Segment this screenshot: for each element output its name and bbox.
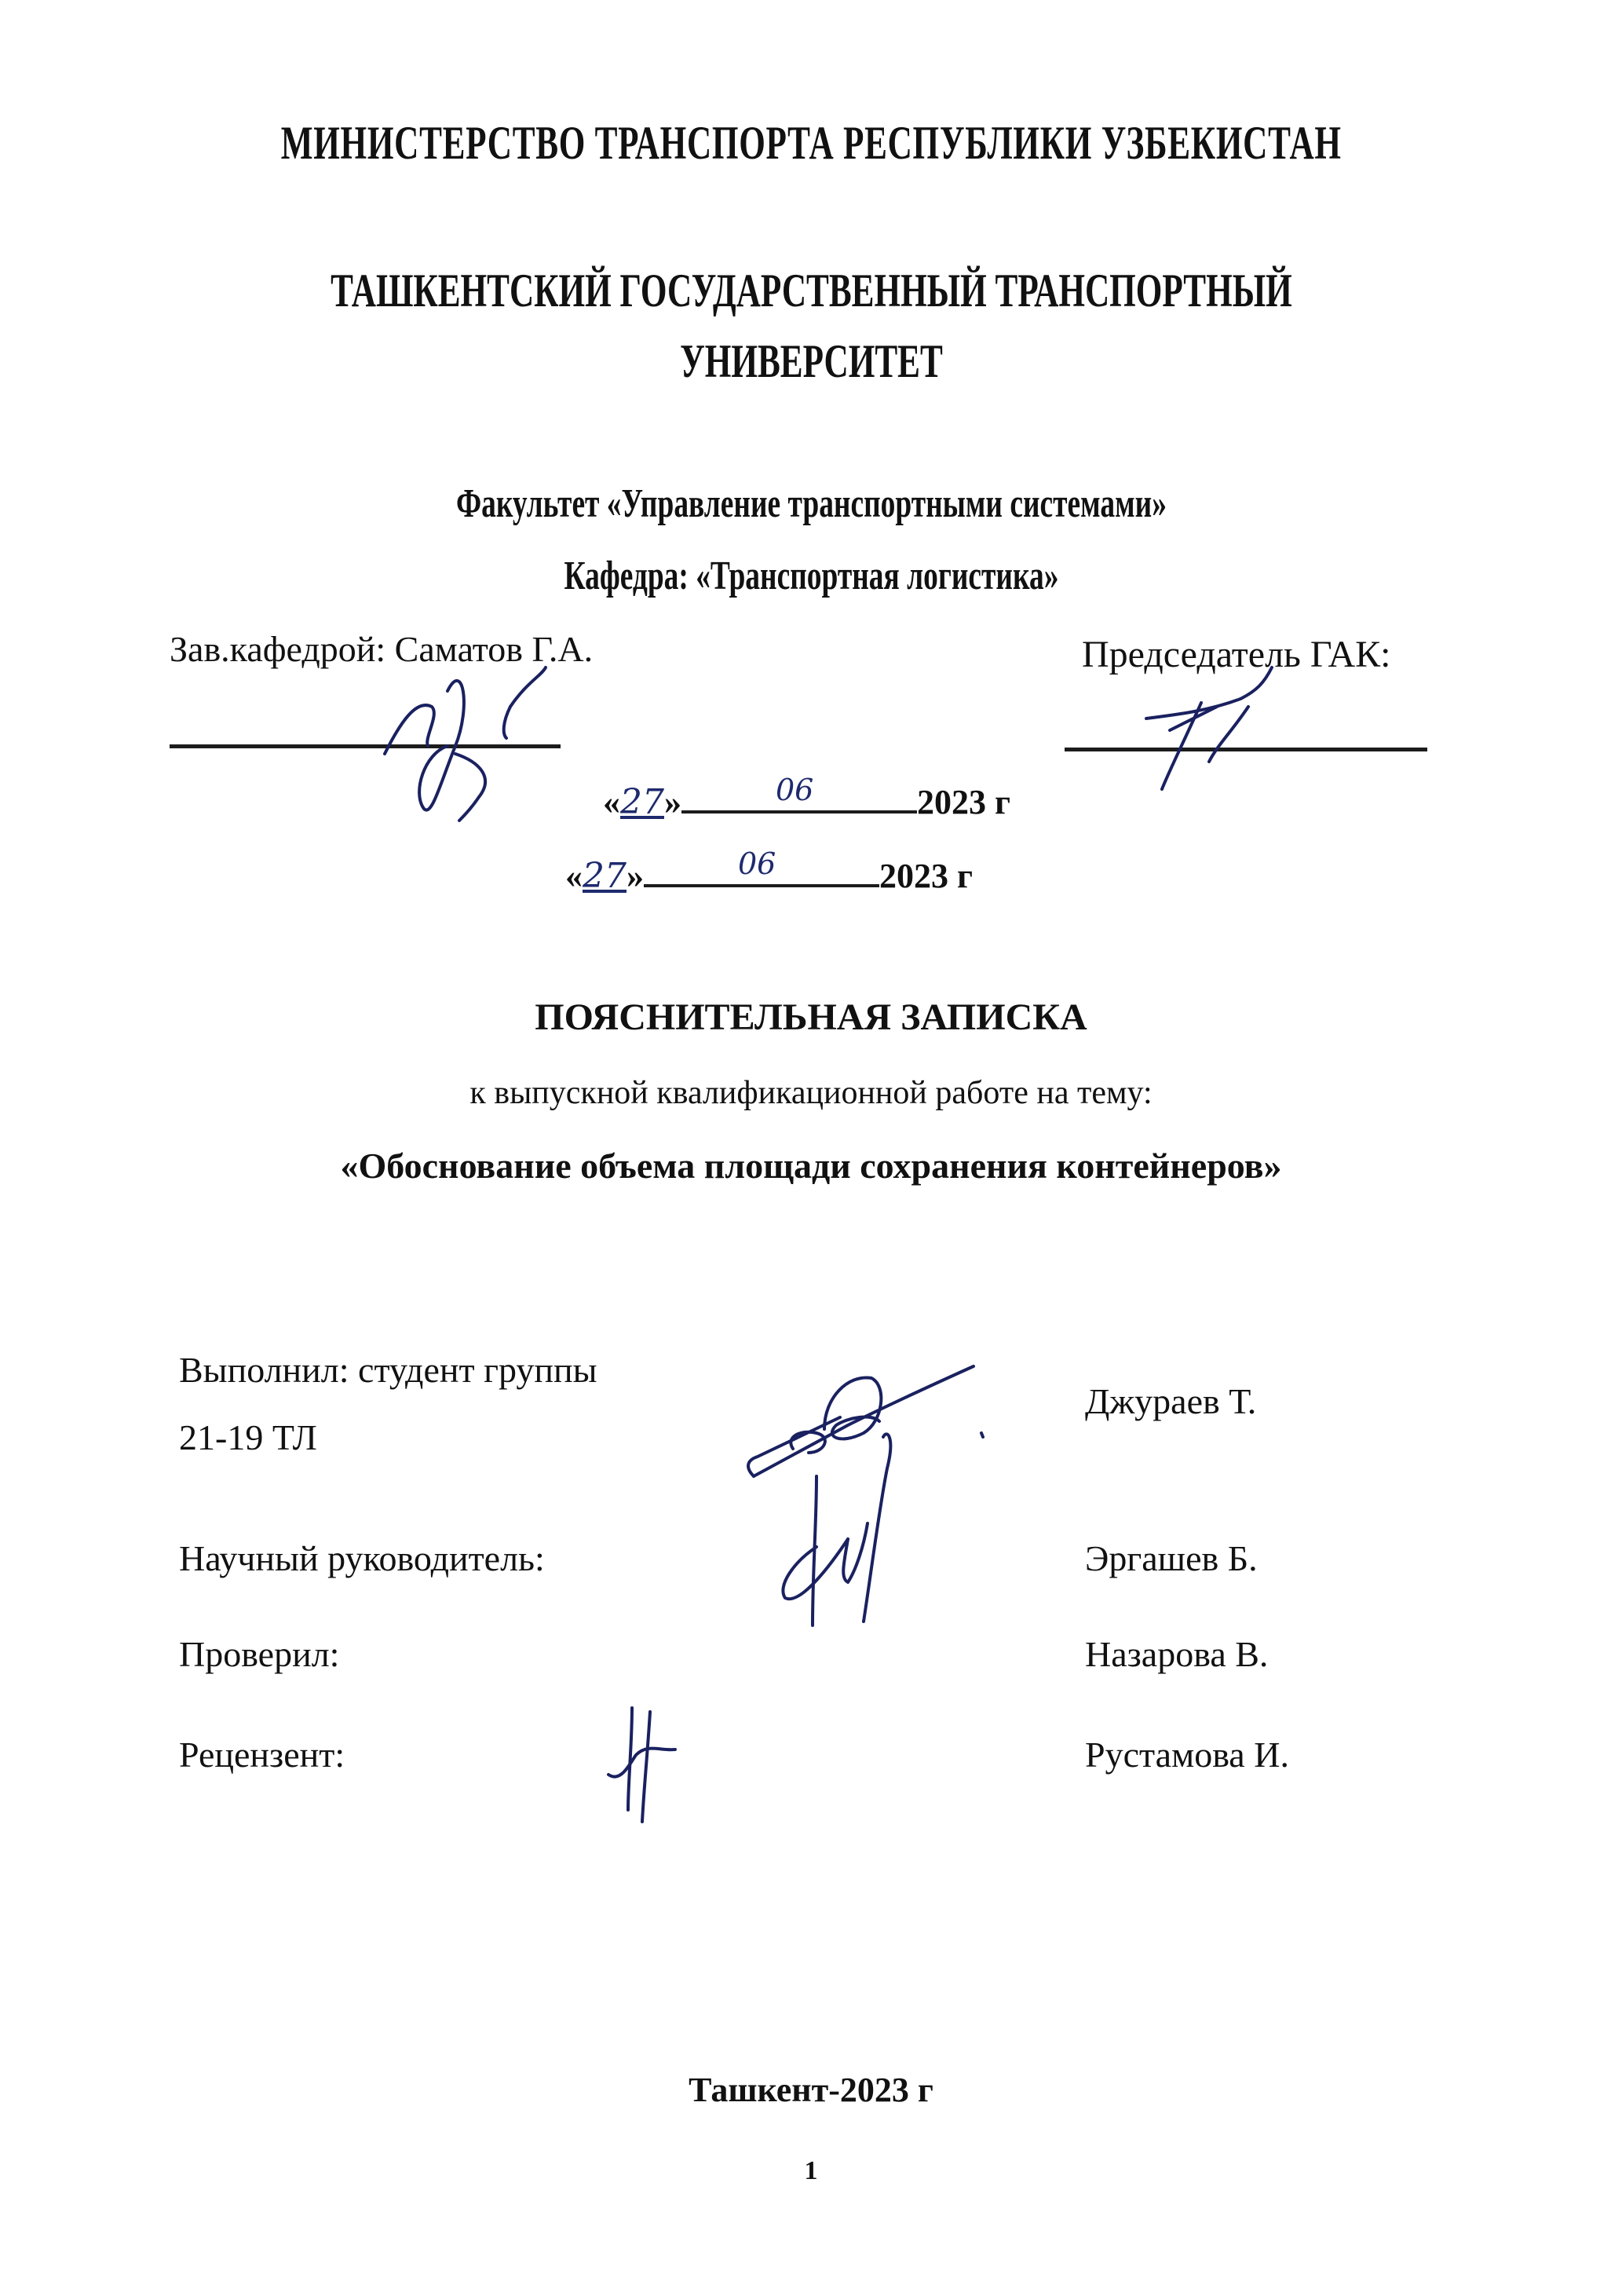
department-text: Кафедра: «Транспортная логистика» xyxy=(564,554,1058,598)
signatory-name-checker: Назарова В. xyxy=(1085,1634,1269,1674)
supervisor-signature-icon xyxy=(769,1429,926,1633)
signatory-role-checker: Проверил: xyxy=(179,1634,340,1674)
signatory-name-reviewer: Рустамова И. xyxy=(1085,1735,1289,1775)
date-year-2: 2023 г xyxy=(879,857,973,895)
date-close-quote: » xyxy=(664,783,681,821)
department-heading xyxy=(0,553,1622,599)
date-month-2: 06 xyxy=(738,846,776,881)
signatory-name-supervisor: Эргашев Б. xyxy=(1085,1538,1258,1578)
date-month-1: 06 xyxy=(776,773,814,807)
faculty-heading xyxy=(0,481,1622,527)
date-year-1: 2023 г xyxy=(917,783,1010,821)
university-text-1: ТАШКЕНТСКИЙ ГОСУДАРСТВЕННЫЙ ТРАНСПОРТНЫЙ xyxy=(330,265,1292,316)
university-text-2: УНИВЕРСИТЕТ xyxy=(679,335,943,387)
date-open-quote: « xyxy=(603,783,620,821)
signatory-role-student: Выполнил: студент группы xyxy=(179,1350,597,1390)
date-close-quote: » xyxy=(627,857,644,895)
approval-date-1 xyxy=(603,773,1010,822)
city-year: Ташкент-2023 г xyxy=(689,2071,933,2109)
signatory-name-student: Джураев Т. xyxy=(1085,1381,1257,1421)
head-signature-icon xyxy=(345,660,550,824)
reviewer-signature-icon xyxy=(589,1704,699,1830)
signatory-role-supervisor: Научный руководитель: xyxy=(179,1538,545,1578)
university-heading-line2 xyxy=(0,335,1622,389)
date-month-line-2 xyxy=(644,846,879,887)
approval-date-2 xyxy=(565,846,973,896)
head-of-department-label: Зав.кафедрой: Саматов Г.А. xyxy=(170,629,594,669)
date-month-line-1 xyxy=(681,773,917,813)
document-topic: «Обоснование объема площади сохранения контейнеров» xyxy=(340,1146,1282,1186)
chairman-signature-icon xyxy=(1131,660,1288,793)
ministry-heading xyxy=(0,116,1622,170)
date-open-quote: « xyxy=(565,857,583,895)
signatory-role-reviewer: Рецензент: xyxy=(179,1735,345,1775)
page-number: 1 xyxy=(804,2156,818,2185)
signatory-group: 21-19 ТЛ xyxy=(179,1417,317,1457)
document-title: ПОЯСНИТЕЛЬНАЯ ЗАПИСКА xyxy=(535,996,1087,1038)
faculty-text: Факультет «Управление транспортными системами» xyxy=(455,481,1167,526)
document-subtitle: к выпускной квалификационной работе на тему: xyxy=(469,1075,1153,1111)
date-day-2: 27 xyxy=(583,856,627,896)
date-day-1: 27 xyxy=(620,782,664,822)
university-heading-line1 xyxy=(0,264,1622,318)
chairman-label: Председатель ГАК: xyxy=(1082,634,1391,675)
ministry-text: МИНИСТЕРСТВО ТРАНСПОРТА РЕСПУБЛИКИ УЗБЕКИСТАН xyxy=(280,117,1342,169)
